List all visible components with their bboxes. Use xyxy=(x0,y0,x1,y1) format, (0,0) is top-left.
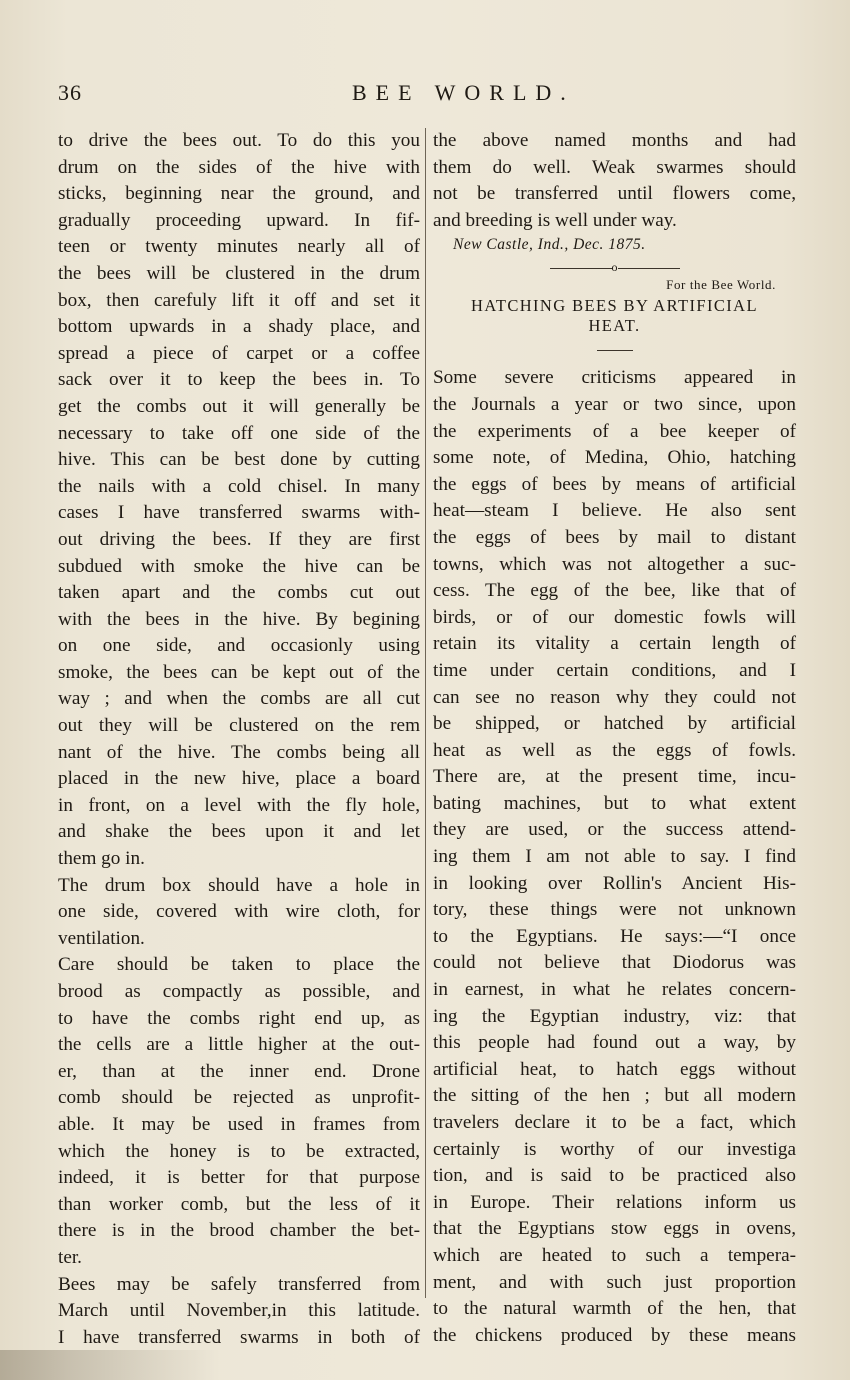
divider-dash-right xyxy=(618,268,680,269)
text-line: the sitting of the hen ; but all modern xyxy=(433,1085,796,1107)
text-line: tory, these things were not unknown xyxy=(433,899,796,921)
text-line: heat as well as the eggs of fowls. xyxy=(433,739,796,761)
text-line: artificial heat, to hatch eggs without xyxy=(433,1058,796,1080)
text-line: get the combs out it will generally be xyxy=(58,395,420,417)
text-line: The drum box should have a hole in xyxy=(58,874,420,896)
text-line: in earnest, in what he relates concern- xyxy=(433,979,796,1001)
text-line: out driving the bees. If they are first xyxy=(58,528,420,550)
heading-line: HEAT. xyxy=(588,316,641,336)
text-line: Bees may be safely transferred from xyxy=(58,1273,420,1295)
text-line: time under certain conditions, and I xyxy=(433,659,796,681)
divider-dash-left xyxy=(550,268,612,269)
text-line: sack over it to keep the bees in. To xyxy=(58,369,420,391)
text-line: on one side, and occasionly using xyxy=(58,635,420,657)
text-line: cases I have transferred swarms with- xyxy=(58,502,420,524)
text-line: in looking over Rollin's Ancient His- xyxy=(433,872,796,894)
heading-line: HATCHING BEES BY ARTIFICIAL xyxy=(471,296,758,316)
text-line: the eggs of bees by means of artificial xyxy=(433,473,796,495)
text-line: March until November,in this latitude. xyxy=(58,1300,420,1322)
text-line: to drive the bees out. To do this you xyxy=(58,130,420,151)
author-signature: New Castle, Ind., Dec. 1875. xyxy=(453,236,646,254)
text-line: I have transferred swarms in both of xyxy=(58,1326,420,1348)
text-line: Care should be taken to place the xyxy=(58,954,420,976)
text-line: which are heated to such a tempera- xyxy=(433,1244,796,1266)
text-line: ventilation. xyxy=(58,927,145,949)
text-line: them go in. xyxy=(58,848,145,870)
text-line: hive. This can be best done by cutting xyxy=(58,449,420,471)
text-line: ing them I am not able to say. I find xyxy=(433,846,796,868)
text-line: There are, at the present time, incu- xyxy=(433,766,796,788)
text-line: towns, which was not altogether a suc- xyxy=(433,553,796,575)
text-line: retain its vitality a certain length of xyxy=(433,633,796,655)
text-line: can see no reason why they could not xyxy=(433,686,796,708)
paragraph xyxy=(58,952,420,1271)
section-divider xyxy=(433,258,796,276)
text-line: ing the Egyptian industry, viz: that xyxy=(433,1005,796,1027)
text-line: way ; and when the combs are all cut xyxy=(58,688,420,710)
text-line: nant of the hive. The combs being all xyxy=(58,741,420,763)
text-line: tion, and is said to be practiced also xyxy=(433,1165,796,1187)
text-line: the bees will be clustered in the drum xyxy=(58,262,420,284)
text-line: heat—steam I believe. He also sent xyxy=(433,500,796,522)
text-line: comb should be rejected as unprofit- xyxy=(58,1087,420,1109)
text-line: bating machines, but to what extent xyxy=(433,792,796,814)
text-line: the above named months and had xyxy=(433,130,796,151)
text-line: drum on the sides of the hive with xyxy=(58,156,420,178)
text-line: placed in the new hive, place a board xyxy=(58,768,420,790)
text-line: to have the combs right end up, as xyxy=(58,1007,420,1029)
text-line: that the Egyptians stow eggs in ovens, xyxy=(433,1218,796,1240)
page-stain xyxy=(0,1350,220,1380)
text-line: cess. The egg of the bee, like that of xyxy=(433,580,796,602)
text-line: the nails with a cold chisel. In many xyxy=(58,475,420,497)
text-line: gradually proceeding upward. In fif- xyxy=(58,209,420,231)
left-column xyxy=(58,128,420,1351)
text-line: to the Egyptians. He says:—“I once xyxy=(433,925,796,947)
page-number: 36 xyxy=(58,80,82,105)
text-line: spread a piece of carpet or a coffee xyxy=(58,342,420,364)
text-line: and breeding is well under way. xyxy=(433,209,677,231)
text-line: the Journals a year or two since, upon xyxy=(433,393,796,415)
text-line: not be transferred until flowers come, xyxy=(433,183,796,205)
text-line: one side, covered with wire cloth, for xyxy=(58,901,420,923)
text-line: ter. xyxy=(58,1246,82,1268)
running-title: BEE WORLD. xyxy=(352,80,575,105)
text-line: bottom upwards in a shady place, and xyxy=(58,316,420,338)
text-line: smoke, the bees can be kept out of the xyxy=(58,661,420,683)
text-line: there is in the brood chamber the bet- xyxy=(58,1220,420,1242)
text-line: box, then carefuly lift it off and set it xyxy=(58,289,420,311)
article-heading xyxy=(433,296,796,336)
text-line: in Europe. Their relations inform us xyxy=(433,1191,796,1213)
text-line: Some severe criticisms appeared in xyxy=(433,367,796,389)
paragraph xyxy=(58,873,420,953)
text-line: which the honey is to be extracted, xyxy=(58,1140,420,1162)
text-line: the experiments of a bee keeper of xyxy=(433,420,796,442)
text-line: in front, on a level with the fly hole, xyxy=(58,794,420,816)
text-line: subdued with smoke the hive can be xyxy=(58,555,420,577)
text-line: some note, of Medina, Ohio, hatching xyxy=(433,447,796,469)
text-line: certainly is worthy of our investiga xyxy=(433,1138,796,1160)
paragraph xyxy=(58,1272,420,1352)
text-line: travelers declare it to be a fact, which xyxy=(433,1112,796,1133)
paragraph xyxy=(58,128,420,873)
text-line: teen or twenty minutes nearly all of xyxy=(58,236,420,258)
text-line: with the bees in the hive. By begining xyxy=(58,608,420,630)
text-line: the cells are a little higher at the out- xyxy=(58,1034,420,1056)
divider-mark: o xyxy=(611,260,618,275)
column-divider xyxy=(425,128,426,1298)
article-body xyxy=(433,365,796,1349)
text-line: taken apart and the combs cut out xyxy=(58,582,420,604)
text-line: necessary to take off one side of the xyxy=(58,422,420,444)
text-line: be shipped, or hatched by artificial xyxy=(433,713,796,735)
text-line: to the natural warmth of the hen, that xyxy=(433,1298,796,1320)
text-line: indeed, it is better for that purpose xyxy=(58,1167,420,1189)
text-line: brood as compactly as possible, and xyxy=(58,981,420,1002)
text-line: sticks, beginning near the ground, and xyxy=(58,183,420,205)
text-line: they are used, or the success attend- xyxy=(433,819,796,841)
text-line: than worker comb, but the less of it xyxy=(58,1193,420,1215)
text-line: out they will be clustered on the rem xyxy=(58,715,420,737)
heading-rule xyxy=(597,350,633,351)
right-column xyxy=(433,128,796,1349)
text-line: ment, and with such just proportion xyxy=(433,1271,796,1293)
right-intro-paragraph xyxy=(433,128,796,234)
article-credit: For the Bee World. xyxy=(666,277,776,293)
text-line: this people had found out a way, by xyxy=(433,1032,796,1054)
text-line: and shake the bees upon it and let xyxy=(58,821,420,843)
text-line: able. It may be used in frames from xyxy=(58,1113,420,1135)
text-line: the chickens produced by these means xyxy=(433,1324,796,1346)
text-line: them do well. Weak swarmes should xyxy=(433,156,796,178)
text-line: er, than at the inner end. Drone xyxy=(58,1060,420,1082)
text-line: the eggs of bees by mail to distant xyxy=(433,526,796,548)
text-line: birds, or of our domestic fowls will xyxy=(433,606,796,628)
text-line: could not believe that Diodorus was xyxy=(433,952,796,974)
